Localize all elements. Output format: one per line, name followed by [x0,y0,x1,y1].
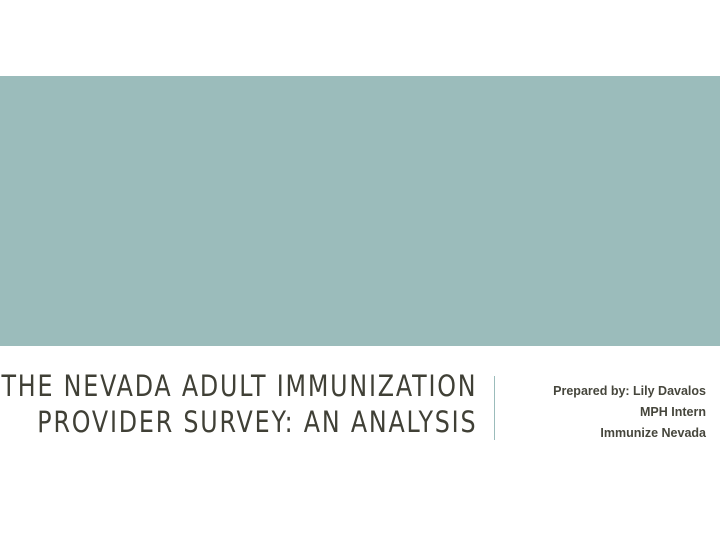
slide-title-line-1: THE NEVADA ADULT IMMUNIZATION [1,369,477,403]
byline [553,381,706,444]
slide-title [1,368,477,440]
byline-author: Prepared by: Lily Davalos [553,384,706,398]
byline-organization: Immunize Nevada [600,426,706,440]
vertical-divider [494,376,495,440]
byline-role: MPH Intern [640,405,706,419]
header-banner [0,76,720,346]
slide-title-line-2: PROVIDER SURVEY: AN ANALYSIS [36,405,477,439]
